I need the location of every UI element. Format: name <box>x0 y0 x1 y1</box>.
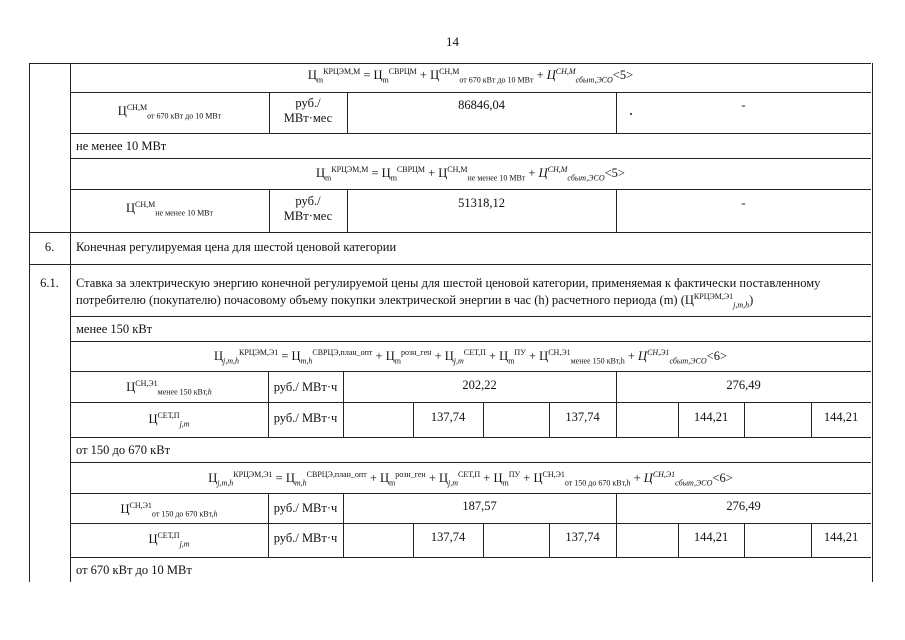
row-unit <box>269 96 347 126</box>
rule <box>70 557 871 558</box>
rule <box>70 371 871 372</box>
rule <box>70 437 871 438</box>
rule <box>70 493 871 494</box>
section-number: 6.1. <box>40 276 59 290</box>
group-label-150-670: от 150 до 670 кВт <box>76 443 171 457</box>
row-value: 276,49 <box>726 499 761 513</box>
row-value-dash: - <box>741 196 746 210</box>
row-value-dash: - <box>741 98 746 112</box>
value-cell: 144,21 <box>693 530 729 544</box>
unit-line-1: руб./ <box>295 194 321 208</box>
row-name-cn-m-10mw: $Ц^{СН,М}_{не менее 10 МВт}$ <box>125 199 214 218</box>
section-text-line-2-body: потребителю (покупателю) почасовому объему покупки электрической энергии в час (h) расчетного периода (m) (Ц <box>76 293 694 307</box>
rule <box>70 133 871 134</box>
speck <box>630 113 632 115</box>
value-cell: 144,21 <box>693 410 729 424</box>
row-name-cn-e1-150: $Ц^{СН,Э1}_{менее 150 кВт,h}$ <box>126 378 212 397</box>
row-value: 51318,12 <box>458 196 505 210</box>
rule <box>29 264 871 265</box>
group-label-670-10mw: от 670 кВт до 10 МВт <box>76 563 192 577</box>
section-text-line-2: потребителю (покупателю) почасовому объему покупки электрической энергии в час (h) расчетного периода (m) $(Ц^{КРЦЭМ,Э1}_{j,m,h})$ <box>76 291 754 310</box>
formula-krcem-e1-150: $Ц_{j,m,h}^{КРЦЭМ,Э1} = Ц_{m,h}^{СВРЦЭ,план\_опт} + Ц_m^{розн\_ген} + Ц_{j,m}^{СЕТ,П} + Ц_m^{ПУ} + Ц^{СН,Э1}_{менее 150 кВт,h} + Ц^{СН,Э1}_{сбыт,ЭСО}<6>$ <box>213 347 728 366</box>
row-value: 276,49 <box>726 378 761 392</box>
rule <box>70 341 871 342</box>
value-cell: 137,74 <box>565 530 600 544</box>
unit-line-2: МВт·мес <box>283 209 333 223</box>
row-value: 187,57 <box>462 499 497 513</box>
section-title: Конечная регулируемая цена для шестой ценовой категории <box>76 240 397 254</box>
formula-krcem-m: $Ц_m^{КРЦЭМ,М} = Ц_m^{СВРЦМ} + Ц^{СН,М}_{от 670 кВт до 10 МВт} + Ц^{СН,М}_{сбыт,ЭСО}<5>$ <box>307 66 634 85</box>
row-name-cn-m-670: $Ц^{СН,М}_{от 670 кВт до 10 МВт}$ <box>117 102 222 121</box>
formula-krcem-e1-150-670: $Ц_{j,m,h}^{КРЦЭМ,Э1} = Ц_{m,h}^{СВРЦЭ,план\_опт} + Ц_m^{розн\_ген} + Ц_{j,m}^{СЕТ,П} + Ц_m^{ПУ} + Ц^{СН,Э1}_{от 150 до 670 кВт,h} + Ц^{СН,Э1}_{сбыт,ЭСО}<6>$ <box>208 469 733 488</box>
col-rule <box>483 402 484 437</box>
rule <box>29 63 871 64</box>
row-value: 202,22 <box>462 378 497 392</box>
section-text <box>76 276 866 308</box>
section-text-line-1: Ставка за электрическую энергию конечной регулируемой цены для шестой ценовой категории, применяемая к фактически поставленному <box>76 276 821 290</box>
rule <box>70 92 871 93</box>
rule <box>70 158 871 159</box>
formula-krcem-m-10mw: $Ц_m^{КРЦЭМ,М} = Ц_m^{СВРЦМ} + Ц^{СН,М}_{не менее 10 МВт} + Ц^{СН,М}_{сбыт,ЭСО}<5>$ <box>316 164 625 183</box>
row-unit: руб./ МВт·ч <box>273 411 338 425</box>
row-unit: руб./ МВт·ч <box>273 531 338 545</box>
rule <box>70 316 871 317</box>
value-cell: 144,21 <box>823 410 859 424</box>
unit-line-1: руб./ <box>295 96 321 110</box>
row-unit: руб./ МВт·ч <box>273 501 338 515</box>
row-unit: руб./ МВт·ч <box>273 380 338 394</box>
row-name-set-p: $Ц^{СЕТ,П}_{j,m}$ <box>148 410 190 429</box>
row-name-cn-e1-150-670: $Ц^{СН,Э1}_{от 150 до 670 кВт,h}$ <box>120 500 218 519</box>
rule <box>70 462 871 463</box>
value-cell: 137,74 <box>430 410 466 424</box>
col-rule <box>744 402 745 437</box>
group-label-150: менее 150 кВт <box>76 322 153 336</box>
value-cell: 137,74 <box>430 530 466 544</box>
value-cell: 137,74 <box>565 410 600 424</box>
row-value: 86846,04 <box>458 98 505 112</box>
rule <box>29 232 871 233</box>
unit-line-2: МВт·мес <box>283 111 333 125</box>
row-name-set-p: $Ц^{СЕТ,П}_{j,m}$ <box>148 530 190 549</box>
section-number: 6. <box>44 240 55 254</box>
rule <box>70 523 871 524</box>
rule <box>70 189 871 190</box>
value-cell: 144,21 <box>823 530 859 544</box>
page-number: 14 <box>446 34 459 49</box>
group-label-10mw: не менее 10 МВт <box>76 139 167 153</box>
rule <box>70 402 871 403</box>
row-unit <box>269 194 347 224</box>
col-rule <box>483 523 484 557</box>
col-rule <box>744 523 745 557</box>
